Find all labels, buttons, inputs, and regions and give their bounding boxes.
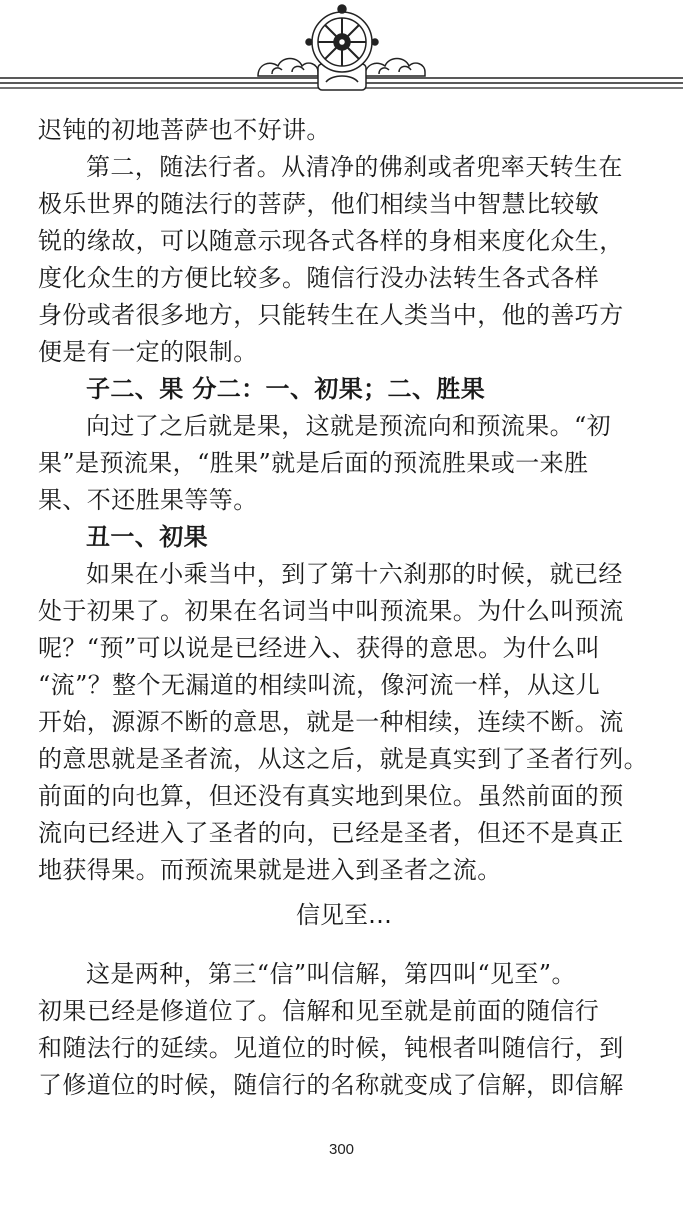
text-line: 了修道位的时候，随信行的名称就变成了信解，即信解 xyxy=(38,1071,624,1099)
text-line: 前面的向也算，但还没有真实地到果位。虽然前面的预 xyxy=(38,782,624,810)
text-line: 锐的缘故，可以随意示现各式各样的身相来度化众生， xyxy=(38,227,624,255)
paragraph-first-fruit xyxy=(38,556,650,889)
text-line: 开始，源源不断的意思，就是一种相续，连续不断。流 xyxy=(38,708,624,736)
section-heading-first-fruit: 丑一、初果 xyxy=(86,523,208,551)
text-line: 果”是预流果，“胜果”就是后面的预流胜果或一来胜 xyxy=(38,449,589,477)
header-ornament xyxy=(0,0,683,100)
text-line: 初果已经是修道位了。信解和见至就是前面的随信行 xyxy=(38,997,600,1025)
cloud-ornament-right xyxy=(365,59,425,77)
text-line: 如果在小乘当中，到了第十六刹那的时候，就已经 xyxy=(86,560,623,588)
text-line: 极乐世界的随法行的菩萨，他们相续当中智慧比较敏 xyxy=(38,190,600,218)
text-line: 这是两种，第三“信”叫信解，第四叫“见至”。 xyxy=(86,960,576,988)
cloud-ornament-left xyxy=(258,59,318,77)
page-body xyxy=(38,112,650,1104)
section-heading-fruit: 子二、果 分二：一、初果；二、胜果 xyxy=(86,375,486,403)
paragraph-faith-vision xyxy=(38,956,650,1104)
paragraph-continuation xyxy=(38,112,650,149)
paragraph-second-type xyxy=(38,149,650,371)
text-line: 处于初果了。初果在名词当中叫预流果。为什么叫预流 xyxy=(38,597,624,625)
text-line: 向过了之后就是果，这就是预流向和预流果。“初 xyxy=(86,412,612,440)
text-line: 第二，随法行者。从清净的佛刹或者兜率天转生在 xyxy=(86,153,623,181)
text-line: 迟钝的初地菩萨也不好讲。 xyxy=(38,116,331,144)
text-line: “流”？整个无漏道的相续叫流，像河流一样，从这儿 xyxy=(38,671,601,699)
paragraph-fruit-intro xyxy=(38,408,650,519)
text-line: 流向已经进入了圣者的向，已经是圣者，但还不是真正 xyxy=(38,819,624,847)
text-line: 和随法行的延续。见道位的时候，钝根者叫随信行，到 xyxy=(38,1034,624,1062)
text-line: 地获得果。而预流果就是进入到圣者之流。 xyxy=(38,856,502,884)
text-line: 度化众生的方便比较多。随信行没办法转生各式各样 xyxy=(38,264,600,292)
text-line: 果、不还胜果等等。 xyxy=(38,486,258,514)
page-number: 300 xyxy=(328,1141,355,1158)
text-line: 便是有一定的限制。 xyxy=(38,338,258,366)
text-line: 呢？“预”可以说是已经进入、获得的意思。为什么叫 xyxy=(38,634,601,662)
section-title-faith-vision: 信见至… xyxy=(296,901,392,929)
text-line: 的意思就是圣者流，从这之后，就是真实到了圣者行列。 xyxy=(38,745,648,773)
text-line: 身份或者很多地方，只能转生在人类当中，他的善巧方 xyxy=(38,301,624,329)
